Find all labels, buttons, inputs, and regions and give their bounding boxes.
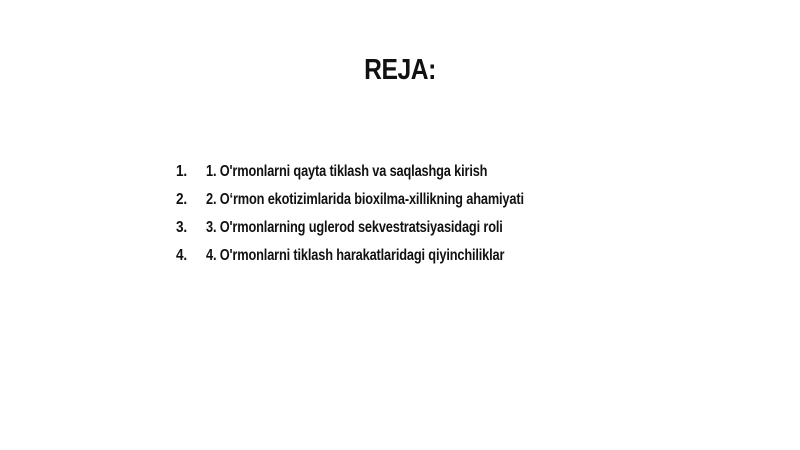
list-item-text: 3. O'rmonlarning uglerod sekvestratsiyasidagi roli <box>206 219 503 236</box>
list-item-number: 2. <box>176 191 188 208</box>
list-item <box>176 219 603 247</box>
list-item <box>176 163 603 191</box>
list-item <box>176 191 603 219</box>
list-item-number: 1. <box>176 163 188 180</box>
list-item-number: 4. <box>176 247 188 264</box>
list-item-number: 3. <box>176 219 188 236</box>
plan-list <box>176 163 603 275</box>
list-item-text: 2. O‘rmon ekotizimlarida bioxilma-xillikning ahamiyati <box>206 191 524 208</box>
list-item-text: 1. O'rmonlarni qayta tiklash va saqlashga kirish <box>206 163 488 180</box>
list-item-text: 4. O'rmonlarni tiklash harakatlaridagi qiyinchiliklar <box>206 247 505 264</box>
list-item <box>176 247 603 275</box>
slide-title: REJA: <box>364 54 436 86</box>
